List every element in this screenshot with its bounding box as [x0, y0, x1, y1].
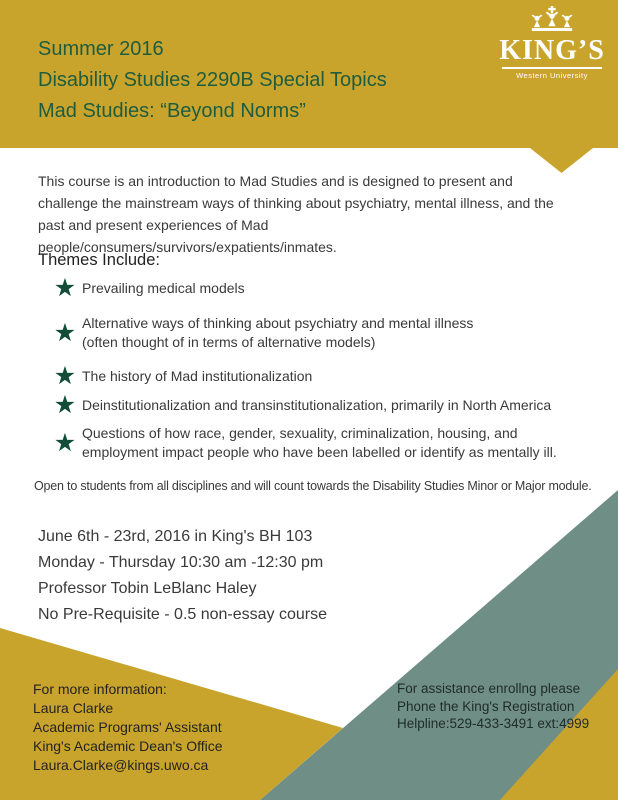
star-icon: ★ [53, 273, 77, 302]
theme-item-text: The history of Mad institutionalization [82, 367, 313, 384]
theme-item [50, 422, 557, 464]
theme-item-text: employment impact people who have been labelled or identify as mentally ill. [82, 444, 557, 460]
registration-line: For assistance enrollng please [397, 681, 581, 696]
detail-prerequisite: No Pre-Requisite - 0.5 non-essay course [38, 606, 328, 623]
registration-helpline: Helpline:529-433-3491 ext:4999 [397, 716, 590, 731]
description-line: This course is an introduction to Mad Studies and is designed to present and [38, 173, 513, 189]
star-icon: ★ [53, 318, 77, 347]
registration-line: Phone the King's Registration [397, 698, 575, 714]
registration-help-block [397, 680, 589, 733]
detail-dates-location: June 6th - 23rd, 2016 in King's BH 103 [38, 528, 313, 545]
description-line: people/consumers/survivors/expatients/inmates. [38, 239, 337, 255]
kings-logo [492, 6, 612, 80]
theme-item-text: (often thought of in terms of alternative models) [82, 334, 376, 350]
course-title-block [38, 34, 387, 127]
contact-heading: For more information: [33, 681, 167, 697]
contact-office: King's Academic Dean's Office [33, 738, 223, 754]
theme-item-text: Alternative ways of thinking about psychiatry and mental illness [82, 315, 474, 331]
theme-item-text: Prevailing medical models [82, 279, 245, 296]
contact-info-block [33, 680, 223, 775]
contact-role: Academic Programs' Assistant [33, 719, 222, 735]
theme-item [50, 312, 473, 354]
theme-item-text: Questions of how race, gender, sexuality, criminalization, housing, and [82, 425, 518, 441]
detail-schedule: Monday - Thursday 10:30 am -12:30 pm [38, 554, 324, 571]
course-code-line: Disability Studies 2290B Special Topics [38, 69, 387, 91]
logo-subtitle: Western University [516, 70, 588, 80]
themes-heading: Themes Include: [38, 251, 160, 269]
logo-divider [502, 67, 602, 69]
theme-item [50, 360, 312, 392]
description-line: past and present experiences of Mad [38, 217, 269, 233]
open-note: Open to students from all disciplines and will count towards the Disability Studies Minor or Major module. [34, 479, 592, 493]
contact-email: Laura.Clarke@kings.uwo.ca [33, 757, 209, 773]
description-line: challenge the mainstream ways of thinking about psychiatry, mental illness, and the [38, 195, 554, 211]
theme-item [50, 390, 551, 420]
theme-item-text: Deinstitutionalization and transinstitutionalization, primarily in North America [82, 396, 552, 413]
kings-crown-icon [524, 6, 580, 36]
course-subtitle-line: Mad Studies: “Beyond Norms” [38, 100, 306, 122]
course-details [38, 524, 327, 628]
contact-name: Laura Clarke [33, 700, 114, 716]
star-icon: ★ [53, 428, 77, 457]
star-icon: ★ [53, 390, 77, 419]
star-icon: ★ [53, 361, 77, 390]
detail-professor: Professor Tobin LeBlanc Haley [38, 580, 257, 597]
kings-wordmark: KING’S [499, 35, 605, 66]
course-description [38, 170, 554, 258]
theme-item [50, 272, 245, 304]
term-line: Summer 2016 [38, 38, 164, 60]
